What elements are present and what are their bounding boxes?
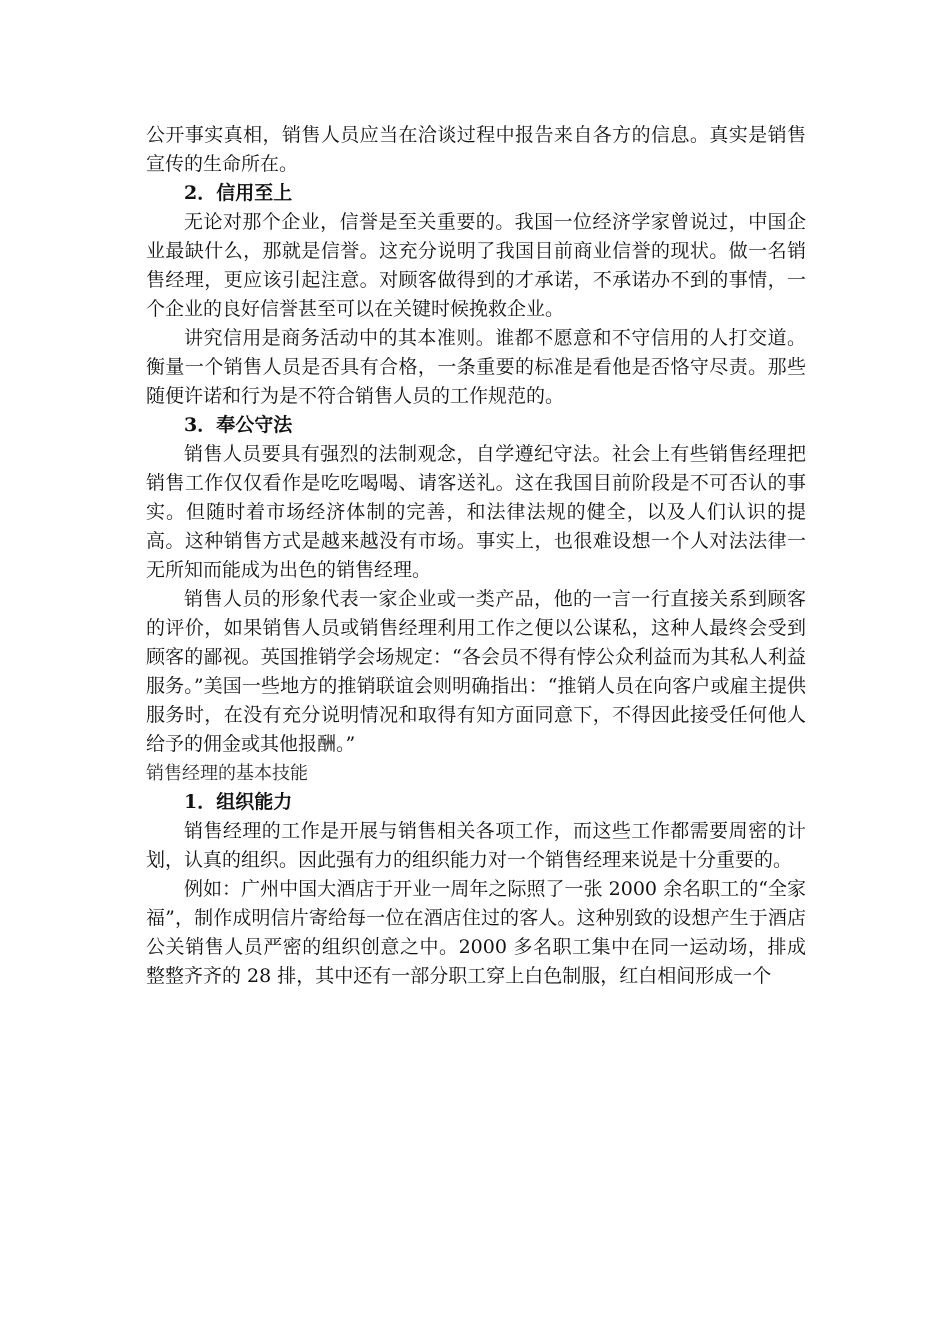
paragraph: 例如：广州中国大酒店于开业一周年之际照了一张 2000 余名职工的“全家福”，制作成明信片寄给每一位在酒店住过的客人。这种别致的设想产生于酒店公关销售人员严密的组织创意之中。2000 多名职工集中在同一运动场，排成整整齐齐的 28 排，其中还有一部分职工穿上白色制服，红白相间形成一个 xyxy=(146,878,806,987)
section-title: 销售经理的基本技能 xyxy=(146,763,308,784)
paragraph: 销售人员要具有强烈的法制观念，自学遵纪守法。社会上有些销售经理把销售工作仅仅看作是吃吃喝喝、请客送礼。这在我国目前阶段是不可否认的事实。但随时着市场经济体制的完善，和法律法规的健全，以及人们认识的提高。这种销售方式是越来越没有市场。事实上，也很难设想一个人对法法律一无所知而能成为出色的销售经理。 xyxy=(146,443,806,581)
subheading-organization: 1．组织能力 xyxy=(184,791,293,813)
paragraph: 无论对那个企业，信誉是至关重要的。我国一位经济学家曾说过，中国企业最缺什么，那就是信誉。这充分说明了我国目前商业信誉的现状。做一名销售经理，更应该引起注意。对顾客做得到的才承诺，不承诺办不到的事情，一个企业的良好信誉甚至可以在关键时候挽救企业。 xyxy=(146,211,806,320)
document-body xyxy=(146,121,806,991)
paragraph: 销售经理的工作是开展与销售相关各项工作，而这些工作都需要周密的计划，认真的组织。因此强有力的组织能力对一个销售经理来说是十分重要的。 xyxy=(146,820,806,871)
paragraph: 销售人员的形象代表一家企业或一类产品，他的一言一行直接关系到顾客的评价，如果销售人员或销售经理利用工作之便以公谋私，这种人最终会受到顾客的鄙视。英国推销学会场规定：“各会员不得有悖公众利益而为其私人利益服务。”美国一些地方的推销联谊会则明确指出：“推销人员在向客户或雇主提供服务时，在没有充分说明情况和取得有知方面同意下，不得因此接受任何他人给予的佣金或其他报酬。” xyxy=(146,588,806,755)
subheading-credit: 2．信用至上 xyxy=(184,182,293,204)
paragraph: 公开事实真相，销售人员应当在洽谈过程中报告来自各方的信息。真实是销售宣传的生命所在。 xyxy=(146,124,806,175)
paragraph: 讲究信用是商务活动中的其本准则。谁都不愿意和不守信用的人打交道。衡量一个销售人员是否具有合格，一条重要的标准是看他是否恪守尽责。那些随便许诺和行为是不符合销售人员的工作规范的。 xyxy=(146,327,806,407)
subheading-law: 3．奉公守法 xyxy=(184,414,293,436)
